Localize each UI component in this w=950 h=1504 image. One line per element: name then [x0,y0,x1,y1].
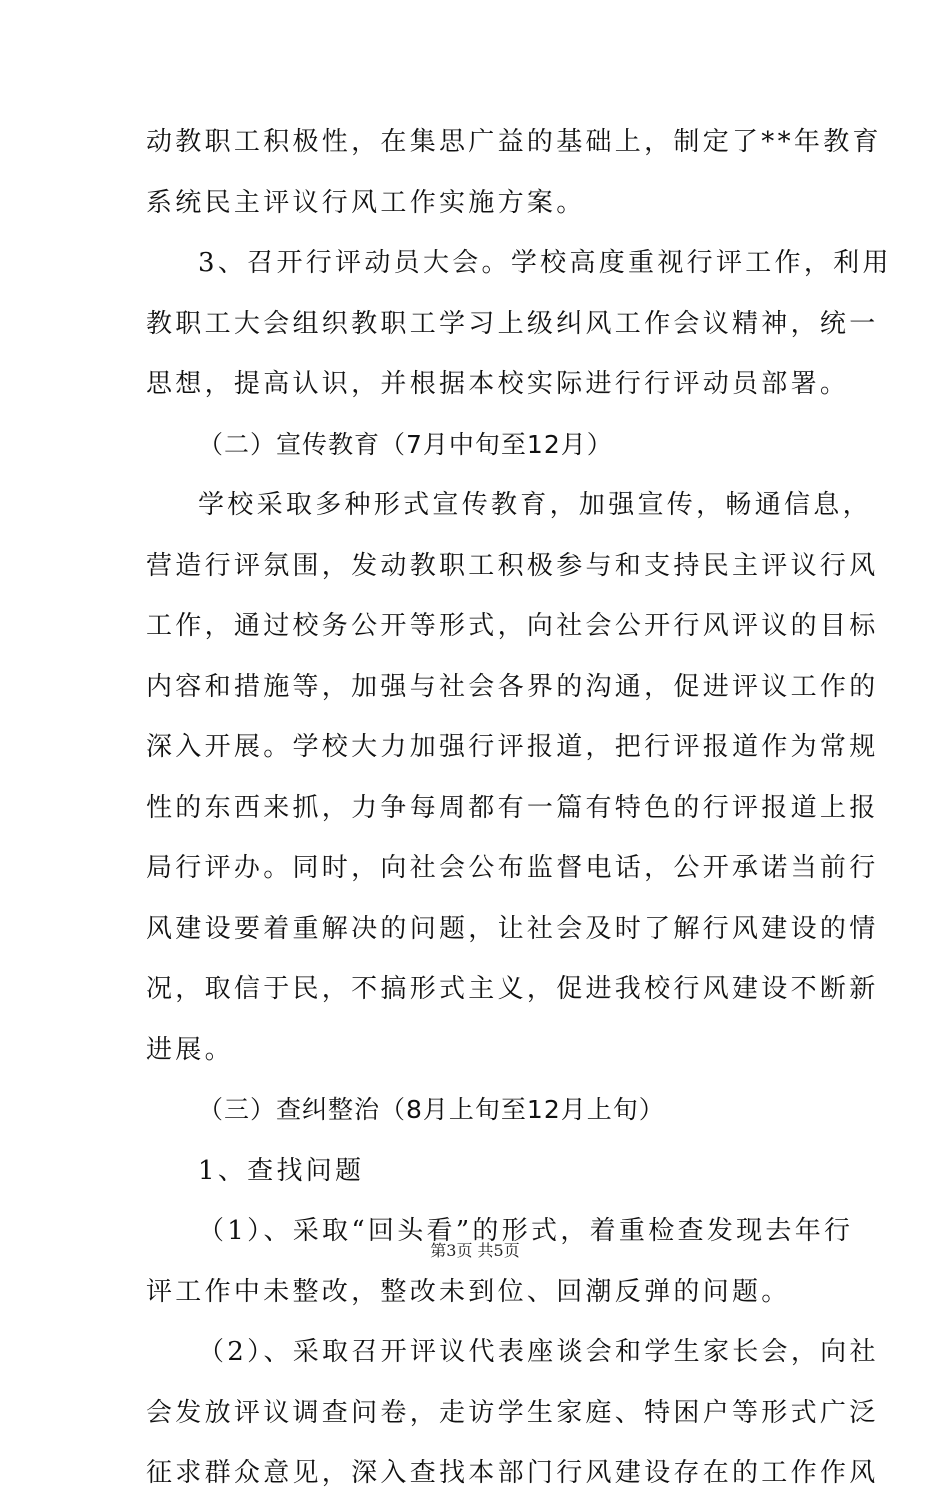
text-line: 营造行评氛围，发动教职工积极参与和支持民主评议行风 [146,550,879,581]
section-heading: （三）查纠整治（8月上旬至12月上旬） [198,1095,665,1124]
section-heading: （二）宣传教育（7月中旬至12月） [198,429,613,459]
text-line: 评工作中未整改，整改未到位、回潮反弹的问题。 [146,1276,791,1307]
text-line: 深入开展。学校大力加强行评报道，把行评报道作为常规 [146,732,879,762]
text-line: 工作，通过校务公开等形式，向社会公开行风评议的目标 [146,611,879,641]
page-footer: 第3页 共5页 [430,1241,520,1260]
text-line: 进展。 [146,1034,234,1065]
text-line: 1、查找问题 [198,1155,365,1186]
text-line: 会发放评议调查问卷，走访学生家庭、特困户等形式广泛 [146,1397,879,1428]
text-line: 动教职工积极性，在集思广益的基础上，制定了**年教育 [146,127,882,157]
text-line: 局行评办。同时，向社会公布监督电话，公开承诺当前行 [146,853,879,883]
text-line: 况，取信于民，不搞形式主义，促进我校行风建设不断新 [146,974,879,1004]
text-line: （1）、采取“回头看”的形式，着重检查发现去年行 [198,1216,854,1246]
text-line: 内容和措施等，加强与社会各界的沟通，促进评议工作的 [146,671,879,702]
text-line: （2）、采取召开评议代表座谈会和学生家长会，向社 [198,1337,879,1367]
text-line: 教职工大会组织教职工学习上级纠风工作会议精神，统一 [146,308,879,339]
document-body [146,112,892,1504]
text-line: 系统民主评议行风工作实施方案。 [146,187,586,218]
text-line: 风建设要着重解决的问题，让社会及时了解行风建设的情 [146,913,879,944]
text-line: 性的东西来抓，力争每周都有一篇有特色的行评报道上报 [146,792,879,823]
text-line: 3、召开行评动员大会。学校高度重视行评工作，利用 [198,248,892,278]
text-line: 思想，提高认识，并根据本校实际进行行评动员部署。 [146,369,850,399]
text-line: 征求群众意见，深入查找本部门行风建设存在的工作作风 [146,1458,879,1488]
text-line: 学校采取多种形式宣传教育，加强宣传，畅通信息， [198,490,872,520]
